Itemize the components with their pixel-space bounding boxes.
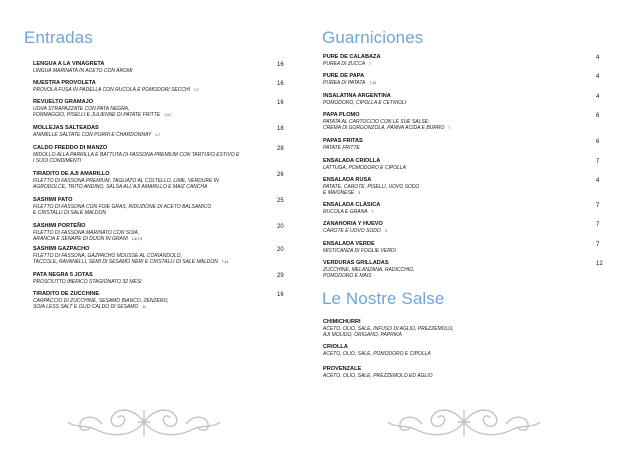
description-text: AGRODOLCE, TRITO ANDINO, SALSA ALL'AJI AMARILLO E MAIZ CANCHA <box>33 184 208 191</box>
description-text: POMODORO, CIPOLLA E CETRIOLI <box>323 100 407 106</box>
description-text: POMODORO E MAIS <box>323 273 372 280</box>
description-text: PROVOLA FUSA IN PADELLA CON RUCOLA E POMODORI SECCHI <box>33 87 190 93</box>
item-name: CALDO FREDDO DI MANZO <box>33 145 108 151</box>
item-name: ENSALADA RUSA <box>323 177 372 183</box>
section-title-entradas: Entradas <box>24 28 93 47</box>
description-text: UOVA STRAPAZZATE CON PATA NEGRA, <box>33 106 130 112</box>
description-text: LINGUA MARINATA IN ACETO CON AROMI <box>33 68 133 74</box>
item-name: MOLLEJAS SALTEADAS <box>33 125 99 131</box>
item-description <box>323 100 406 106</box>
item-name: PURE DE CALABAZA <box>323 54 381 60</box>
allergen-codes: 1,7 <box>193 88 199 92</box>
item-name: SASHIMI GAZPACHO <box>33 246 90 252</box>
menu-item <box>33 145 239 164</box>
menu-item <box>33 99 172 118</box>
item-name: ZANAHORIA Y HUEVO <box>323 221 383 227</box>
item-price: 4 <box>596 74 600 80</box>
description-text: ANIMELLE SALTATE CON PORRI E CHARDONNAY <box>33 132 152 138</box>
menu-item <box>323 54 381 67</box>
allergen-codes: 7 <box>371 210 374 214</box>
item-price: 7 <box>596 242 600 248</box>
item-price: 26 <box>277 172 284 178</box>
description-text: E CRISTALLI DI SALE MALDON <box>33 210 106 217</box>
menu-item <box>33 291 169 310</box>
item-name: PROVENZALE <box>323 366 362 372</box>
description-text: PATATE FRITTE <box>323 145 360 151</box>
item-price: 29 <box>277 273 284 279</box>
item-price: 7 <box>596 222 600 228</box>
description-text: FILETTO DI FASSONA, GAZPACHO MOUSSE AL CORIANDOLO, <box>33 253 182 259</box>
allergen-codes: 7 <box>448 126 451 131</box>
description-text: MIDOLLO ALLA PARRILLA E BATTUTA DI FASSONA PREMIUM CON TARTUFO ESTIVO E <box>33 152 240 158</box>
menu-item <box>323 177 419 196</box>
item-description <box>323 332 454 338</box>
item-name: ENSALADA VERDE <box>323 241 375 247</box>
menu-item <box>323 93 406 106</box>
item-name: INSALATINA ARGENTINA <box>323 93 391 99</box>
description-text: I SUOI CONDIMENTI <box>33 158 82 165</box>
item-name: SASHIMI PORTEÑO <box>33 223 86 229</box>
item-price: 7 <box>596 203 600 209</box>
description-text: FORMAGGIO, PISELLI E JULIENNE DI PATATE FRITTE <box>33 112 161 119</box>
item-description <box>323 145 363 151</box>
item-description <box>33 236 142 242</box>
description-text: ACETO, OLIO, SALE, POMODORO E CIPOLLA <box>323 351 431 357</box>
item-description <box>323 165 406 171</box>
menu-item <box>323 202 380 215</box>
description-text: E MAIONESE <box>323 190 355 197</box>
item-description <box>33 304 169 310</box>
item-description <box>33 132 160 138</box>
item-price: 16 <box>277 100 284 106</box>
item-price: 6 <box>596 113 600 119</box>
item-description <box>323 248 396 254</box>
section-title-salse: Le Nostre Salse <box>322 289 445 308</box>
description-text: PATATE, CAROTE, PISELLI, UOVO SODO <box>323 184 420 190</box>
description-text: LATTUGA, POMODORO E CIPOLLA <box>323 165 406 171</box>
item-price: 20 <box>277 247 284 253</box>
item-price: 20 <box>277 224 284 230</box>
description-text: PUREA DI ZUCCA <box>323 61 366 67</box>
description-text: RUCOLA E GRANA <box>323 209 368 215</box>
menu-item <box>323 319 454 338</box>
item-name: SASHIMI PATO <box>33 197 73 203</box>
item-description <box>33 158 239 164</box>
item-price: 4 <box>596 178 600 184</box>
item-description <box>33 87 199 93</box>
item-name: TIRADITO DE ZUCCHINE <box>33 291 100 297</box>
allergen-codes: 3 <box>358 191 361 196</box>
menu-item <box>33 246 228 265</box>
item-description <box>323 351 431 357</box>
item-price: 28 <box>277 146 284 152</box>
description-text: ARANCIA E SENAPE DI DIJON IN GRANI <box>33 236 128 243</box>
allergen-codes: 7 <box>369 62 371 66</box>
menu-item <box>323 73 376 86</box>
item-name: VERDURAS GRILLADAS <box>323 260 389 266</box>
allergen-codes: 7,13 <box>369 81 377 85</box>
description-text: FILETTO DI FASSONA CON FOIE GRAS, RIDUZIONE DI ACETO BALSAMICO <box>33 204 212 210</box>
item-description <box>323 228 387 234</box>
item-price: 4 <box>596 94 600 100</box>
item-name: NUESTRA PROVOLETA <box>33 80 96 86</box>
item-name: CRIOLLA <box>323 344 348 350</box>
menu-item <box>33 125 160 138</box>
item-description <box>33 68 133 74</box>
item-description <box>33 184 219 190</box>
item-price: 16 <box>277 62 284 68</box>
description-text: CARPACCIO DI ZUCCHINE, SESAMO BIANCO, ZENZERO, <box>33 298 169 304</box>
item-price: 25 <box>277 198 284 204</box>
description-text: CREMA DI GORGONZOLA, PANNA ACIDA E BURRO <box>323 125 445 132</box>
ornament-right <box>382 402 547 442</box>
menu-item <box>323 221 387 234</box>
menu-item <box>33 272 142 285</box>
allergen-codes: 1,3,7 <box>164 113 172 118</box>
item-name: PAPAS FRITAS <box>323 138 363 144</box>
item-description <box>33 259 228 265</box>
menu-item <box>33 61 133 74</box>
menu-item <box>323 344 431 357</box>
item-name: PAPA PLOMO <box>323 112 360 118</box>
description-text: SOIA LESS SALT E OLIO CALDO DI SESAMO <box>33 304 139 311</box>
description-text: ACETO, OLIO, SALE, PREZZEMOLO ED AGLIO <box>323 373 433 379</box>
menu-item <box>323 241 396 254</box>
menu-item <box>33 197 211 216</box>
item-price: 4 <box>596 55 600 61</box>
description-text: ACETO, OLIO, SALE, INFUSO DI AGLIO, PREZZEMOLO, <box>323 326 454 332</box>
menu-item <box>33 171 219 190</box>
ornament-left <box>62 402 227 442</box>
menu-item <box>323 112 450 131</box>
item-name: TIRADITO DE AJI AMARILLO <box>33 171 110 177</box>
item-name: REVUELTO GRAMAJO <box>33 99 94 105</box>
allergen-codes: 3 <box>384 229 387 233</box>
allergen-codes: 1,7 <box>155 133 160 137</box>
description-text: AJI MOLIDO, ORIGANO, PAPRIKA <box>323 332 402 339</box>
item-price: 12 <box>596 261 603 267</box>
item-price: 18 <box>277 126 284 132</box>
description-text: TACCOLE, RAVANELLI, SEMI DI SESAMO NERI E CRISTALLI DI SALE MALDON <box>33 259 218 266</box>
menu-item <box>323 158 406 171</box>
item-name: LENGUA A LA VINAGRETA <box>33 61 105 67</box>
description-text: FILETTO DI FASSONA MARINATO CON SOIA, <box>33 230 140 236</box>
description-text: CAROTE E UOVO SODO <box>323 228 381 234</box>
description-text: ZUCCHINE, MELANZANA, RADICCHIO, <box>323 267 415 273</box>
item-description <box>323 61 381 67</box>
item-price: 16 <box>277 292 284 298</box>
item-description <box>323 80 376 86</box>
item-description <box>33 279 142 285</box>
item-description <box>323 190 419 196</box>
menu-item <box>33 223 142 242</box>
description-text: MISTICANZA DI FOGLIE VERDI <box>323 248 396 254</box>
description-text: PROSCIUTTO IBERICO STAGIONATO 32 MESI <box>33 279 142 285</box>
menu-item <box>33 80 199 93</box>
menu-item <box>323 138 363 151</box>
item-description <box>323 273 414 279</box>
menu-item <box>323 366 432 379</box>
item-name: PURE DE PAPA <box>323 73 365 79</box>
item-description <box>33 112 172 118</box>
allergen-codes: 11 <box>142 305 146 310</box>
menu-item <box>323 260 414 279</box>
item-description <box>323 209 380 215</box>
description-text: FILETTO DI FASSONA PREMIUM, TAGLIATO AL COLTELLO, LIME, VERDURE IN <box>33 178 219 184</box>
item-name: CHIMICHURRI <box>323 319 361 325</box>
allergen-codes: 1,6,7,9 <box>131 237 143 242</box>
item-name: PATA NEGRA 5 JOTAS <box>33 272 93 278</box>
allergen-codes: 7,11 <box>221 260 229 265</box>
item-name: ENSALADA CLÁSICA <box>323 202 381 208</box>
item-price: 6 <box>596 139 600 145</box>
description-text: PATATA AL CARTOCCIO CON LE SUE SALSE: <box>323 119 430 125</box>
item-price: 7 <box>596 159 600 165</box>
item-description <box>323 125 450 131</box>
item-description <box>33 210 211 216</box>
section-title-guarniciones: Guarniciones <box>322 28 424 47</box>
description-text: PUREA DI PATATA <box>323 80 366 86</box>
item-description <box>323 373 432 379</box>
item-price: 16 <box>277 81 284 87</box>
item-name: ENSALADA CRIOLLA <box>323 158 381 164</box>
